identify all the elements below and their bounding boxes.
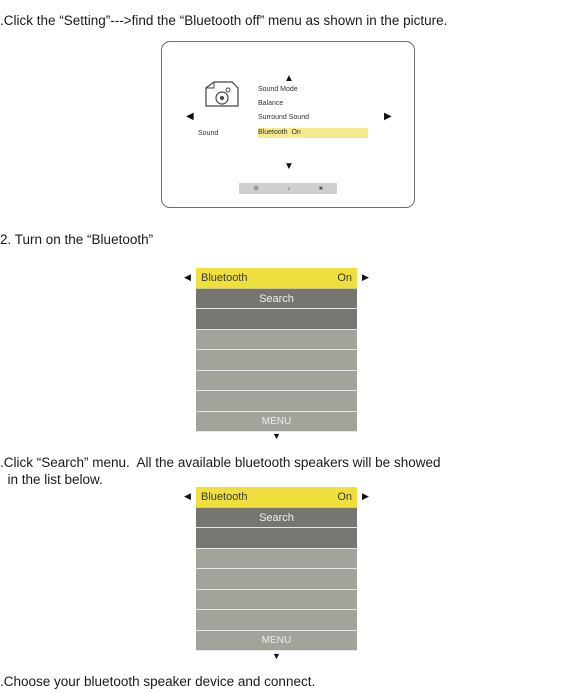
bluetooth-menu-panel [196, 487, 357, 651]
device-list-item[interactable] [196, 309, 357, 330]
right-arrow-icon[interactable]: ▶ [362, 272, 369, 282]
sound-category-label: Sound [198, 130, 219, 137]
right-arrow-icon[interactable]: ▶ [384, 111, 392, 122]
menu-item-surround-sound[interactable]: Surround Sound [258, 114, 309, 121]
bluetooth-label: Bluetooth [201, 271, 248, 284]
lock-icon: ■ [319, 185, 323, 192]
menu-button[interactable]: MENU [196, 412, 357, 433]
right-arrow-icon[interactable]: ▶ [362, 491, 369, 501]
device-list-item[interactable] [196, 391, 357, 412]
device-list-item[interactable] [196, 528, 357, 549]
bluetooth-state: On [337, 490, 352, 503]
device-list-item[interactable] [196, 371, 357, 392]
search-button[interactable]: Search [196, 508, 357, 529]
device-list-item[interactable] [196, 590, 357, 611]
menu-item-balance[interactable]: Balance [258, 100, 284, 107]
menu-icon-bar [239, 183, 337, 194]
device-list-item[interactable] [196, 610, 357, 631]
bluetooth-label: Bluetooth [201, 490, 248, 503]
bluetooth-state: On [337, 271, 352, 284]
device-list-item[interactable] [196, 549, 357, 570]
left-arrow-icon[interactable]: ◀ [184, 491, 191, 501]
search-button[interactable]: Search [196, 289, 357, 310]
device-list-item[interactable] [196, 350, 357, 371]
device-list-item[interactable] [196, 330, 357, 351]
settings-icon: ⚙ [253, 186, 259, 192]
menu-item-sound-mode[interactable]: Sound Mode [258, 86, 298, 93]
step-2-text: 2. Turn on the “Bluetooth” [0, 232, 154, 247]
speaker-icon [202, 78, 242, 110]
bluetooth-toggle-row[interactable] [196, 487, 357, 508]
down-arrow-icon[interactable]: ▼ [272, 651, 281, 661]
menu-button[interactable]: MENU [196, 631, 357, 652]
step-3-text-continued: in the list below. [0, 472, 103, 487]
bluetooth-menu-panel [196, 268, 357, 432]
music-icon: ♪ [287, 185, 291, 192]
up-arrow-icon[interactable]: ▲ [284, 73, 294, 84]
tv-settings-screen [161, 41, 415, 208]
bluetooth-toggle-row[interactable] [196, 268, 357, 289]
step-3-text: .Click “Search” menu. All the available bluetooth speakers will be showed [0, 455, 441, 470]
menu-item-bluetooth[interactable]: Bluetooth On [258, 128, 368, 138]
left-arrow-icon[interactable]: ◀ [186, 111, 194, 122]
down-arrow-icon[interactable]: ▼ [284, 161, 294, 172]
down-arrow-icon[interactable]: ▼ [272, 431, 281, 441]
left-arrow-icon[interactable]: ◀ [184, 272, 191, 282]
device-list-item[interactable] [196, 569, 357, 590]
step-4-text: .Choose your bluetooth speaker device and connect. [0, 674, 316, 689]
step-1-text: .Click the “Setting”--->find the “Bluetooth off” menu as shown in the picture. [0, 13, 448, 28]
